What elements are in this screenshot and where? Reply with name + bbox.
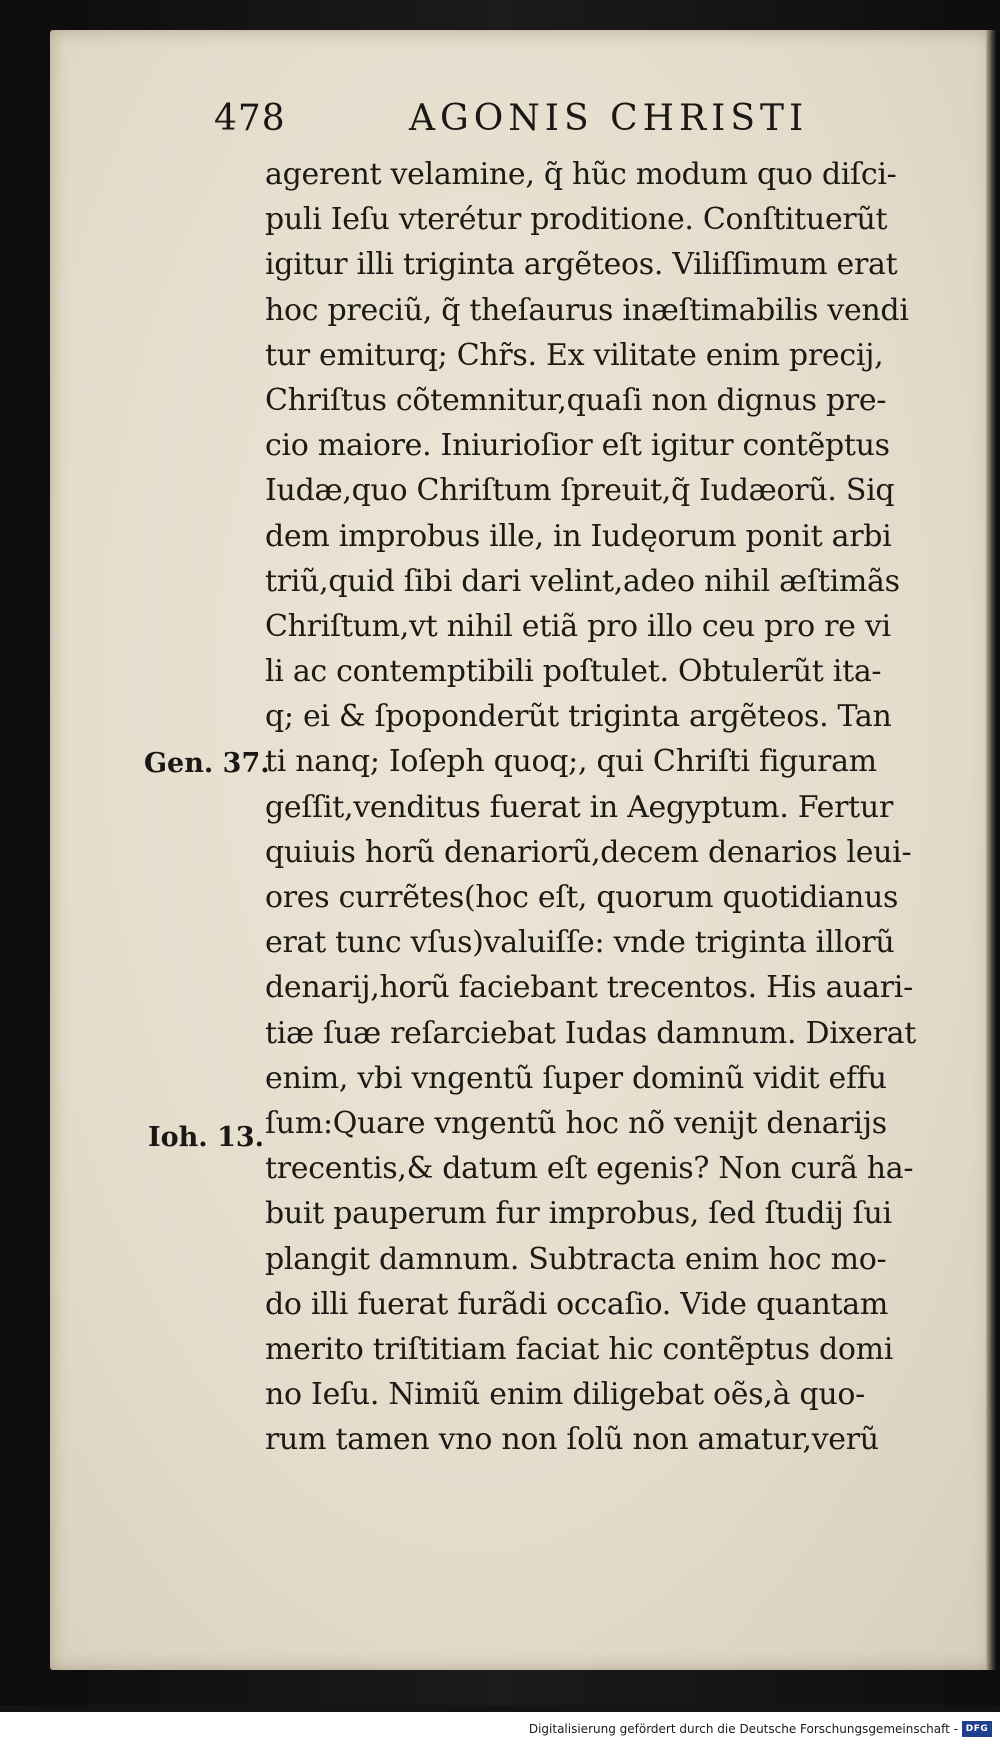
text-line: enim, vbi vngentũ ſuper dominũ vidit effu <box>265 1060 887 1096</box>
text-line: hoc preciũ, q̃ theſaurus inæſtimabilis vendi <box>265 292 909 328</box>
text-line: Chriſtus cõtemnitur,quaſi non dignus pre- <box>265 382 887 418</box>
text-line: ſum:Quare vngentũ hoc nõ venijt denarijs <box>265 1105 887 1141</box>
text-line: li ac contemptibili poſtulet. Obtulerũt ita- <box>265 654 882 690</box>
text-line: tiæ ſuæ reſarciebat Iudas damnum. Dixerat <box>265 1015 916 1051</box>
text-line: dem improbus ille, in Iudęorum ponit arbi <box>265 518 892 554</box>
page-number: 478 <box>214 98 286 139</box>
text-line: cio maiore. Iniurioſior eſt igitur contẽptus <box>265 428 890 464</box>
text-line: trecentis,& datum eſt egenis? Non curã ha- <box>265 1151 914 1187</box>
text-line: puli Ieſu vterétur proditione. Conſtituerũt <box>265 202 888 238</box>
text-line: quiuis horũ denariorũ,decem denarios leui- <box>265 834 912 870</box>
page-edge <box>986 30 996 1670</box>
text-line: do illi fuerat furãdi occaſio. Vide quantam <box>265 1286 889 1322</box>
funding-credit: Digitalisierung gefördert durch die Deutsche Forschungsgemeinschaft - <box>528 1722 958 1736</box>
text-line: rum tamen vno non ſolũ non amatur,verũ <box>265 1422 879 1458</box>
text-line: buit pauperum fur improbus, ſed ſtudij ſui <box>265 1196 892 1232</box>
text-line: triũ,quid ſibi dari velint,adeo nihil æſtimãs <box>265 563 900 599</box>
text-line: denarij,horũ faciebant trecentos. His auari- <box>265 970 913 1006</box>
text-line: erat tunc vſus)valuiſſe: vnde triginta illorũ <box>265 925 895 961</box>
margin-note-john: Ioh. 13. <box>148 1122 265 1153</box>
text-line: igitur illi triginta argẽteos. Viliſſimum erat <box>265 247 898 283</box>
text-line: tur emiturq; Chr̃s. Ex vilitate enim precij, <box>265 337 884 373</box>
text-line: geſſit,venditus fuerat in Aegyptum. Fertur <box>265 789 893 825</box>
text-line: Iudæ,quo Chriſtum ſpreuit,q̃ Iudæorũ. Siq <box>265 473 895 509</box>
dfg-logo-icon: DFG <box>962 1721 992 1737</box>
text-line: q; ei & ſpoponderũt triginta argẽteos. Tan <box>265 699 892 735</box>
text-line: ores currẽtes(hoc eſt, quorum quotidianus <box>265 880 899 915</box>
text-line: plangit damnum. Subtracta enim hoc mo- <box>265 1241 887 1277</box>
text-line: merito triſtitiam faciat hic contẽptus domi <box>265 1331 894 1367</box>
running-head-title: AGONIS CHRISTI <box>409 98 809 139</box>
text-line: ti nanq; Ioſeph quoq;, qui Chriſti figuram <box>265 744 877 780</box>
running-head <box>214 98 854 150</box>
text-line: Chriſtum,vt nihil etiã pro illo ceu pro re vi <box>265 608 891 644</box>
text-line: agerent velamine, q̃ hũc modum quo diſci- <box>265 157 897 192</box>
body-text <box>265 152 977 1462</box>
footer-bar <box>0 1712 1000 1747</box>
margin-note-genesis: Gen. 37. <box>144 748 270 779</box>
text-line: no Ieſu. Nimiũ enim diligebat oẽs,à quo- <box>265 1377 865 1413</box>
